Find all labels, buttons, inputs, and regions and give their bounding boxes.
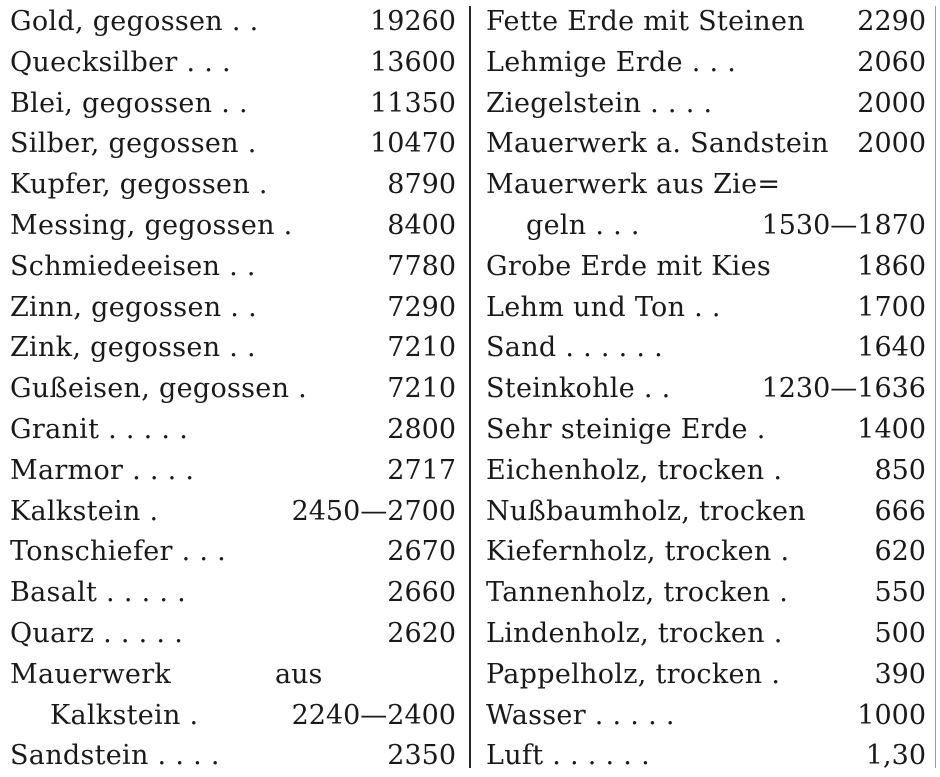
material-name: Sehr steinige Erde . [486, 413, 766, 445]
table-row [10, 573, 456, 614]
table-row [486, 573, 926, 614]
material-name-continued: aus [275, 658, 323, 690]
table-row [10, 84, 456, 125]
density-value: 2717 [387, 454, 456, 486]
density-value: 7290 [387, 291, 456, 323]
density-value: 13600 [370, 46, 456, 78]
table-row [486, 492, 926, 533]
table-row [10, 2, 456, 43]
density-value: 550 [874, 577, 926, 609]
left-column [10, 2, 456, 777]
density-value: 1530—1870 [761, 209, 926, 241]
material-name: Marmor . . . . [10, 454, 195, 486]
material-name: Grobe Erde mit Kies [486, 250, 772, 282]
material-name: Tonschiefer . . . [10, 536, 227, 568]
table-row [10, 736, 456, 777]
density-value: 10470 [370, 128, 456, 160]
density-value: 1400 [857, 413, 926, 445]
density-value: 2000 [857, 87, 926, 119]
material-name: Silber, gegossen . [10, 128, 257, 160]
density-value: 666 [874, 495, 926, 527]
material-name: Mauerwerk aus Zie= [486, 169, 781, 201]
table-row [486, 247, 926, 288]
table-row [10, 614, 456, 655]
material-name: Quecksilber . . . [10, 46, 231, 78]
material-name: Kalkstein . [10, 495, 159, 527]
table-row [486, 84, 926, 125]
material-name: Fette Erde mit Steinen [486, 6, 805, 37]
density-value: 11350 [370, 87, 456, 119]
material-name: Nußbaumholz, trocken [486, 495, 806, 527]
density-value: 1700 [857, 291, 926, 323]
material-name: Mauerwerk a. Sandstein [486, 128, 829, 160]
material-name: Kiefernholz, trocken . [486, 536, 790, 568]
material-name: Steinkohle . . [486, 373, 671, 405]
material-name: Luft . . . . . . [486, 740, 650, 772]
material-name: Lindenholz, trocken . [486, 617, 783, 649]
material-name: Zink, gegossen . . [10, 332, 256, 364]
table-row [486, 410, 926, 451]
material-name: Kupfer, gegossen . [10, 169, 268, 201]
table-row [10, 288, 456, 329]
density-value: 2000 [857, 128, 926, 160]
table-row [486, 288, 926, 329]
density-value: 1,30 [865, 740, 926, 772]
table-row [10, 532, 456, 573]
density-value: 8790 [387, 169, 456, 201]
page-edge-line [935, 6, 936, 768]
material-name: geln . . . [526, 209, 640, 241]
material-name: Pappelholz, trocken . [486, 658, 781, 690]
material-name: Sandstein . . . . [10, 740, 220, 772]
material-name: Ziegelstein . . . . [486, 87, 713, 119]
table-row [10, 165, 456, 206]
table-row [486, 328, 926, 369]
material-name: Schmiedeeisen . . [10, 250, 256, 282]
table-row [486, 2, 926, 43]
density-value: 620 [874, 536, 926, 568]
density-value: 2800 [387, 413, 456, 445]
table-row [486, 206, 926, 247]
material-name: Kalkstein . [50, 699, 199, 731]
density-value: 2660 [387, 577, 456, 609]
density-value: 850 [874, 454, 926, 486]
table-row [10, 410, 456, 451]
density-value: 2240—2400 [291, 699, 456, 731]
density-value: 1860 [857, 250, 926, 282]
table-row [486, 124, 926, 165]
density-value: 7210 [387, 332, 456, 364]
table-row [10, 369, 456, 410]
density-value: 19260 [370, 6, 456, 37]
material-name: Gußeisen, gegossen . [10, 373, 308, 405]
material-name: Blei, gegossen . . [10, 87, 248, 119]
density-value: 1000 [857, 699, 926, 731]
density-value: 2350 [387, 740, 456, 772]
density-value: 7780 [387, 250, 456, 282]
density-value: 1640 [857, 332, 926, 364]
density-value: 2620 [387, 617, 456, 649]
material-name: Quarz . . . . . [10, 617, 184, 649]
material-name: Mauerwerk [10, 658, 172, 690]
density-value: 500 [874, 617, 926, 649]
material-name: Zinn, gegossen . . [10, 291, 257, 323]
material-name: Lehmige Erde . . . [486, 46, 737, 78]
density-value: 2450—2700 [291, 495, 456, 527]
density-value: 2060 [857, 46, 926, 78]
column-divider [469, 6, 471, 768]
table-row [486, 165, 926, 206]
density-value: 8400 [387, 209, 456, 241]
density-value: 390 [874, 658, 926, 690]
table-row [10, 492, 456, 533]
table-row [486, 736, 926, 777]
density-value: 1230—1636 [761, 373, 926, 405]
table-row [486, 369, 926, 410]
table-row [10, 451, 456, 492]
material-name: Gold, gegossen . . [10, 6, 259, 37]
material-name: Eichenholz, trocken . [486, 454, 783, 486]
density-value: 2670 [387, 536, 456, 568]
table-row [10, 247, 456, 288]
table-row [10, 43, 456, 84]
table-row [10, 124, 456, 165]
table-row [486, 43, 926, 84]
table-row [10, 655, 456, 696]
table-row [10, 328, 456, 369]
table-row [486, 532, 926, 573]
density-value: 2290 [857, 6, 926, 37]
table-row [486, 451, 926, 492]
table-row [486, 614, 926, 655]
table-row [486, 655, 926, 696]
density-value: 7210 [387, 373, 456, 405]
table-row [10, 696, 456, 737]
material-name: Wasser . . . . . [486, 699, 675, 731]
material-name: Tannenholz, trocken . [486, 577, 789, 609]
material-name: Messing, gegossen . [10, 209, 293, 241]
material-name: Granit . . . . . [10, 413, 189, 445]
right-column [486, 2, 926, 777]
table-row [10, 206, 456, 247]
material-name: Sand . . . . . . [486, 332, 664, 364]
material-name: Lehm und Ton . . [486, 291, 721, 323]
table-row [486, 696, 926, 737]
material-name: Basalt . . . . . [10, 577, 187, 609]
